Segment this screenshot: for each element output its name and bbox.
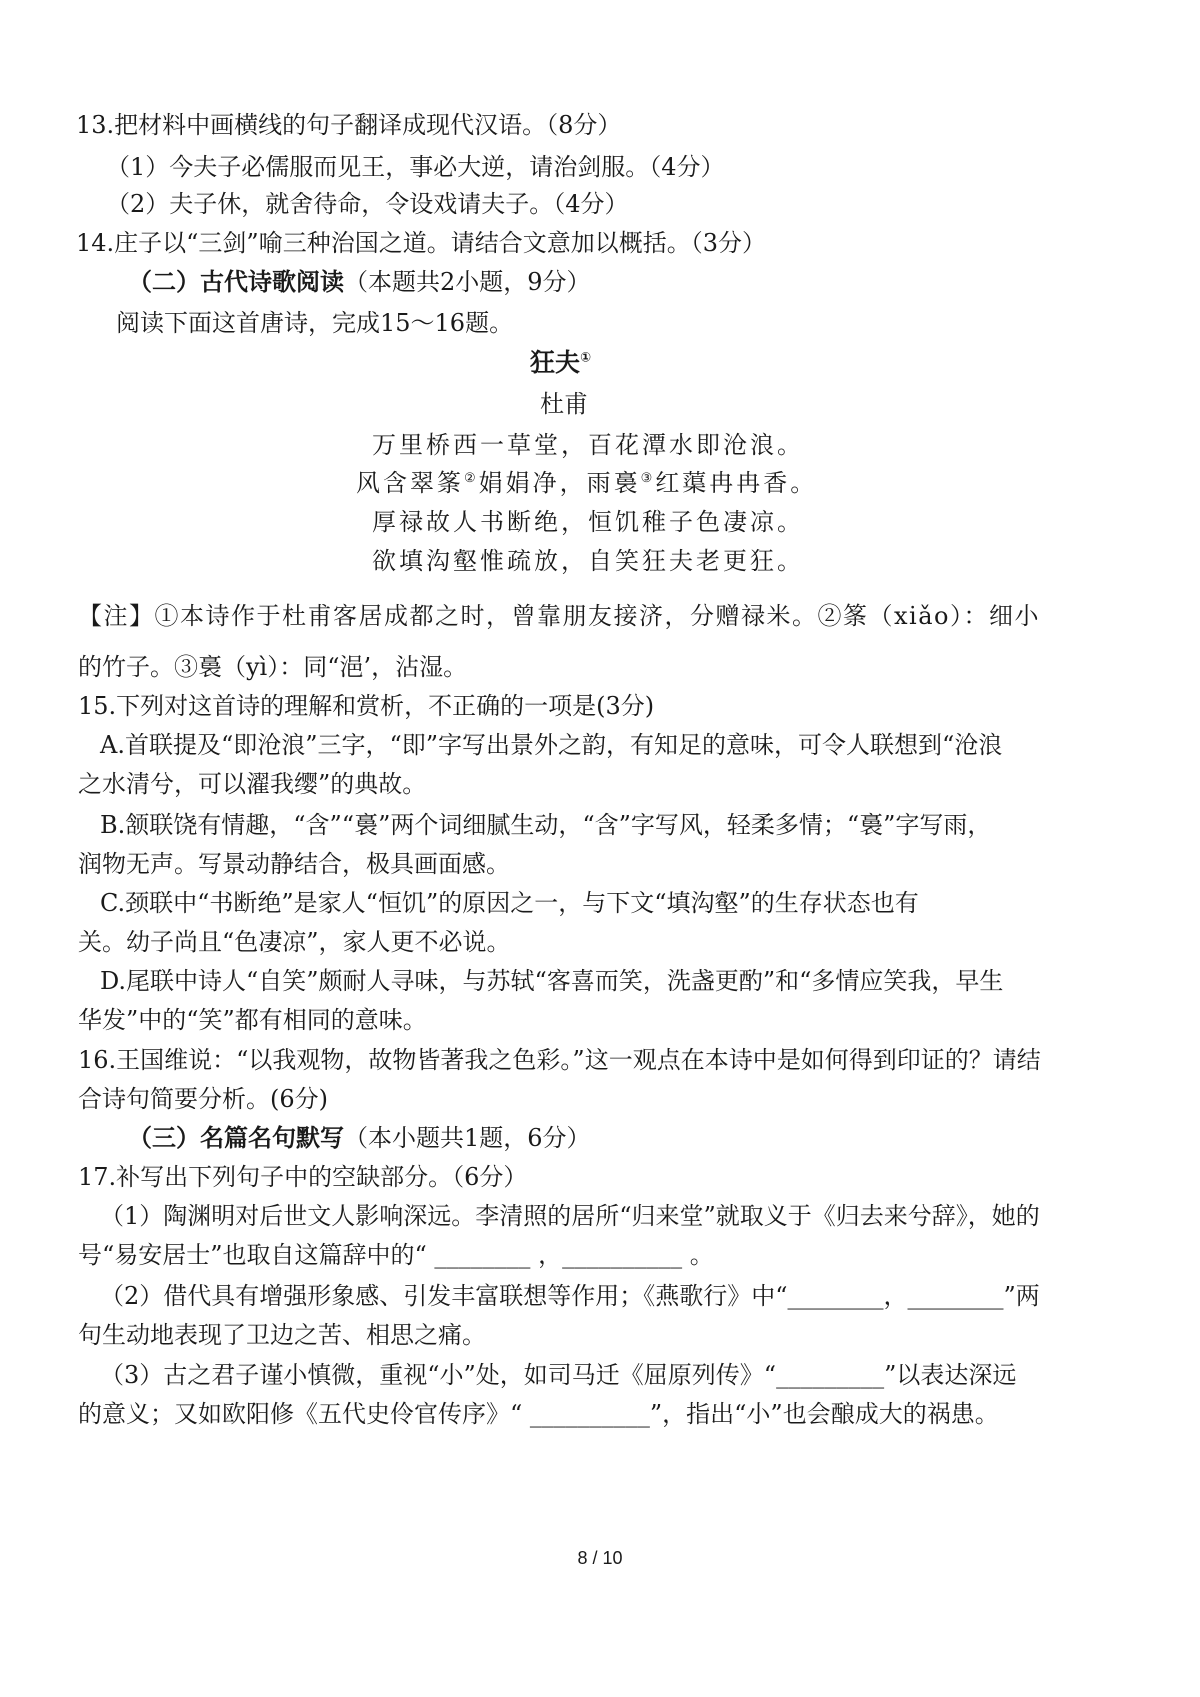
poem-line-2-part-b: 娟娟净，雨裛 bbox=[478, 469, 641, 497]
poem-title-text: 狂夫 bbox=[530, 348, 581, 377]
q15-option-d-line-2: 华发”中的“笑”都有相同的意味。 bbox=[78, 1006, 427, 1034]
note-line-1: 【注】①本诗作于杜甫客居成都之时，曾靠朋友接济，分赠禄米。②筿（xiǎo）：细小 bbox=[78, 602, 1040, 630]
poem-line-2-part-c: 红蕖冉冉香。 bbox=[655, 469, 818, 497]
section2-heading-note: （本题共2小题，9分） bbox=[344, 268, 591, 296]
q17-part3-line-1: （3）古之君子谨小慎微，重视“小”处，如司马迁《屈原列传》“_________”以表达深远 bbox=[100, 1361, 1017, 1389]
section3-heading-note: （本小题共1题，6分） bbox=[344, 1124, 591, 1152]
q16-line-2: 合诗句简要分析。(6分) bbox=[78, 1085, 328, 1113]
q15-option-c-line-2: 关。幼子尚且“色凄凉”，家人更不必说。 bbox=[78, 928, 511, 956]
q15-option-a-line-1: A.首联提及“即沧浪”三字，“即”字写出景外之韵，有知足的意味，可令人联想到“沧浪 bbox=[100, 731, 1003, 759]
q15-option-b-line-2: 润物无声。写景动静结合，极具画面感。 bbox=[78, 850, 510, 878]
poem-title bbox=[530, 346, 591, 380]
poem-author: 杜甫 bbox=[540, 390, 588, 418]
q17-part1-line-2: 号“易安居士”也取自这篇辞中的“ ________ ，__________ 。 bbox=[78, 1241, 714, 1269]
section2-heading-title: （二）古代诗歌阅读 bbox=[128, 268, 344, 296]
q15-option-a-line-2: 之水清兮，可以濯我缨”的典故。 bbox=[78, 770, 427, 798]
q14-stem: 14.庄子以“三剑”喻三种治国之道。请结合文意加以概括。（3分） bbox=[76, 229, 766, 257]
q15-option-c-line-1: C.颈联中“书断绝”是家人“恒饥”的原因之一，与下文“填沟壑”的生存状态也有 bbox=[100, 889, 919, 917]
poem-line-4: 欲填沟壑惟疏放，自笑狂夫老更狂。 bbox=[372, 547, 804, 575]
poem-line-2-part-a: 风含翠筿 bbox=[356, 469, 464, 497]
poem-title-note-mark: ① bbox=[580, 350, 592, 366]
q15-stem: 15.下列对这首诗的理解和赏析，不正确的一项是(3分) bbox=[78, 692, 655, 720]
q17-part2-line-1: （2）借代具有增强形象感、引发丰富联想等作用；《燕歌行》中“________，________”两 bbox=[100, 1282, 1040, 1310]
note-line-2: 的竹子。③裛（yì）：同“浥’，沾湿。 bbox=[78, 653, 468, 681]
poem-line-3: 厚禄故人书断绝，恒饥稚子色凄凉。 bbox=[372, 508, 804, 536]
q16-line-1: 16.王国维说：“以我观物，故物皆著我之色彩。”这一观点在本诗中是如何得到印证的？请结 bbox=[78, 1046, 1041, 1074]
q13-stem: 13.把材料中画横线的句子翻译成现代汉语。（8分） bbox=[76, 111, 622, 139]
q17-part2-line-2: 句生动地表现了卫边之苦、相思之痛。 bbox=[78, 1321, 486, 1349]
poem-line-2-note-mark-b: ③ bbox=[640, 471, 656, 486]
q17-part1-line-1: （1）陶渊明对后世文人影响深远。李清照的居所“归来堂”就取义于《归去来兮辞》，她的 bbox=[100, 1202, 1040, 1230]
section3-heading-title: （三）名篇名句默写 bbox=[128, 1124, 344, 1152]
q15-option-d-line-1: D.尾联中诗人“自笑”颇耐人寻味，与苏轼“客喜而笑，洗盏更酌”和“多情应笑我，早生 bbox=[100, 967, 1004, 995]
section2-heading bbox=[128, 265, 591, 299]
section2-intro: 阅读下面这首唐诗，完成15～16题。 bbox=[116, 309, 514, 337]
page-number: 8 / 10 bbox=[577, 1548, 623, 1568]
q15-option-b-line-1: B.颔联饶有情趣，“含”“裛”两个词细腻生动，“含”字写风，轻柔多情；“裛”字写雨， bbox=[100, 811, 992, 839]
poem-line-1: 万里桥西一草堂，百花潭水即沧浪。 bbox=[372, 431, 804, 459]
q13-sub1: （1）今夫子必儒服而见王，事必大逆，请治剑服。（4分） bbox=[106, 153, 725, 181]
q17-part3-line-2: 的意义；又如欧阳修《五代史伶官传序》“ __________”，指出“小”也会酿成大的祸患。 bbox=[78, 1400, 999, 1428]
section3-heading bbox=[128, 1121, 591, 1155]
poem-line-2-note-mark-a: ② bbox=[464, 471, 479, 486]
poem-line-2 bbox=[356, 466, 817, 500]
q17-stem: 17.补写出下列句子中的空缺部分。（6分） bbox=[78, 1163, 528, 1191]
q13-sub2: （2）夫子休，就舍待命，令设戏请夫子。（4分） bbox=[106, 190, 629, 218]
